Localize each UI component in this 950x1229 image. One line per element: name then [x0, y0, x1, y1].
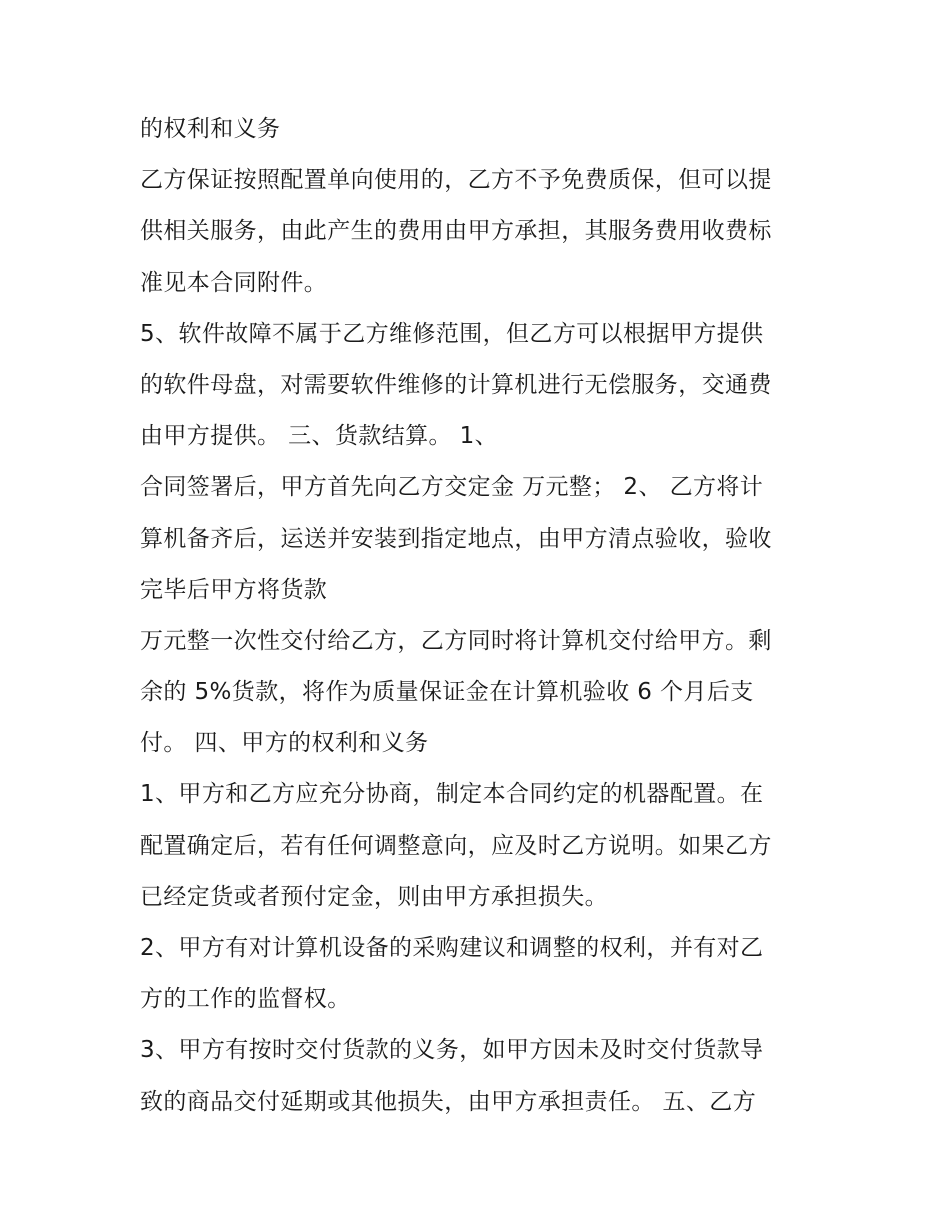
text-line: 乙方保证按照配置单向使用的，乙方不予免费质保，但可以提 — [140, 167, 772, 194]
text-line: 完毕后甲方将货款 — [140, 576, 328, 603]
text-line: 2、甲方有对计算机设备的采购建议和调整的权利，并有对乙 — [140, 935, 764, 961]
text-line: 的软件母盘，对需要软件维修的计算机进行无偿服务，交通费 — [140, 371, 772, 398]
text-line: 余的 5%货款，将作为质量保证金在计算机验收 6 个月后支 — [140, 679, 754, 706]
text-line: 致的商品交付延期或其他损失，由甲方承担责任。 五、乙方 — [140, 1088, 757, 1115]
text-line: 已经定货或者预付定金，则由甲方承担损失。 — [140, 883, 608, 910]
text-line: 的权利和义务 — [140, 116, 281, 142]
text-line: 算机备齐后，运送并安装到指定地点，由甲方清点验收，验收 — [140, 525, 772, 552]
text-line: 准见本合同附件。 — [140, 269, 328, 296]
document-body — [140, 104, 820, 1128]
text-line: 合同签署后，甲方首先向乙方交定金 万元整； 2、 乙方将计 — [140, 474, 764, 501]
text-line: 5、软件故障不属于乙方维修范围，但乙方可以根据甲方提供 — [140, 320, 764, 347]
text-line: 由甲方提供。 三、货款结算。 1、 — [140, 423, 499, 450]
text-line: 1、甲方和乙方应充分协商，制定本合同约定的机器配置。在 — [140, 781, 764, 808]
text-line: 3、甲方有按时交付货款的义务，如甲方因未及时交付货款导 — [140, 1037, 764, 1064]
text-line: 供相关服务，由此产生的费用由甲方承担，其服务费用收费标 — [140, 218, 772, 245]
text-line: 配置确定后，若有任何调整意向，应及时乙方说明。如果乙方 — [140, 832, 772, 859]
text-line: 万元整一次性交付给乙方，乙方同时将计算机交付给甲方。剩 — [140, 627, 772, 654]
text-line: 付。 四、甲方的权利和义务 — [140, 730, 429, 757]
text-line: 方的工作的监督权。 — [140, 986, 351, 1013]
